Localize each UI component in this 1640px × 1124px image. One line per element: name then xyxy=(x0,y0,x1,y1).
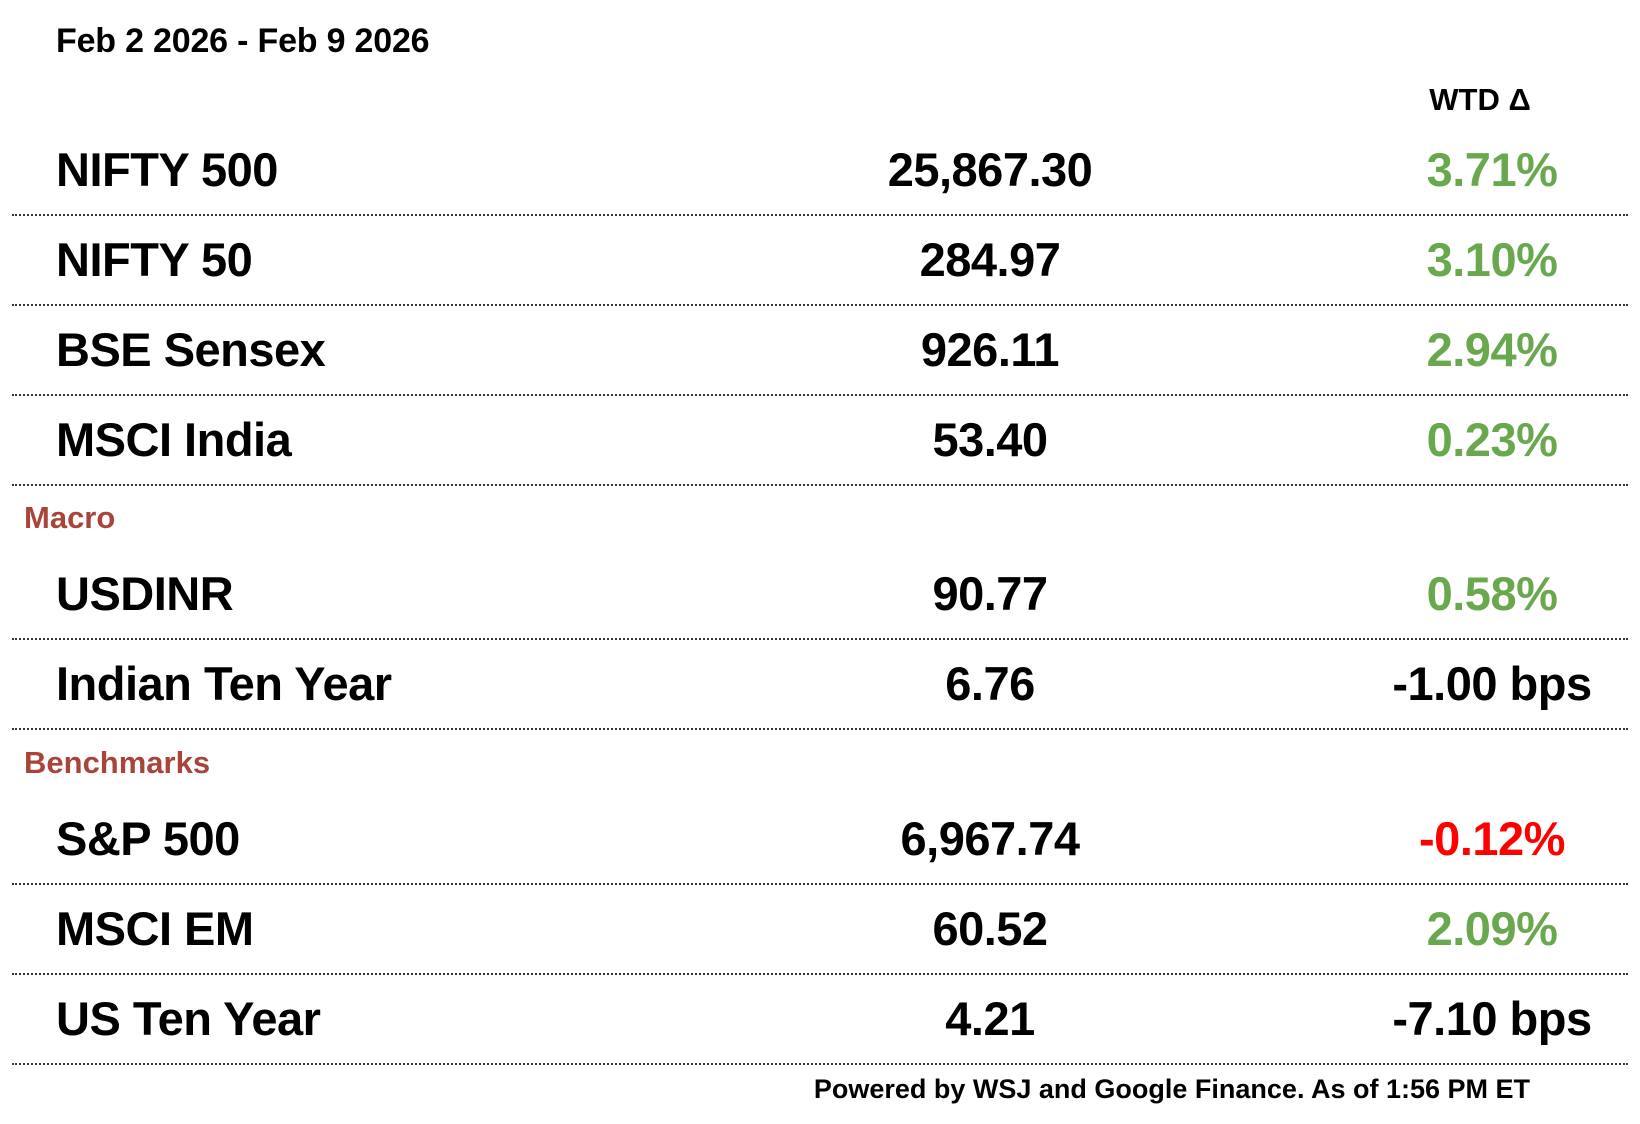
row-change: -0.12% xyxy=(1419,812,1565,865)
date-range-title: Feb 2 2026 - Feb 9 2026 xyxy=(56,22,430,60)
row-change: 3.71% xyxy=(1426,143,1558,196)
row-value: 4.21 xyxy=(945,992,1035,1045)
source-footer: Powered by WSJ and Google Finance. As of 1:56 PM ET xyxy=(813,1074,1530,1104)
row-change: 0.23% xyxy=(1426,413,1558,466)
row-value: 90.77 xyxy=(932,567,1048,620)
row-change: 3.10% xyxy=(1426,233,1558,286)
row-change: -1.00 bps xyxy=(1392,657,1592,710)
row-change: 2.09% xyxy=(1426,902,1558,955)
section-label-macro: Macro xyxy=(24,500,116,535)
table-row xyxy=(12,126,1628,216)
table-row xyxy=(12,885,1628,975)
table-row xyxy=(12,640,1628,730)
row-value: 60.52 xyxy=(932,902,1048,955)
row-name: MSCI India xyxy=(56,413,292,466)
table-row xyxy=(12,795,1628,885)
row-name: S&P 500 xyxy=(56,812,240,865)
table-row xyxy=(12,396,1628,486)
row-name: NIFTY 50 xyxy=(56,233,253,286)
row-name: NIFTY 500 xyxy=(56,143,278,196)
row-change: 2.94% xyxy=(1426,323,1558,376)
row-value: 926.11 xyxy=(920,323,1060,376)
row-value: 6,967.74 xyxy=(900,812,1080,865)
table-row xyxy=(12,216,1628,306)
wtd-change-column-header: WTD Δ xyxy=(1429,82,1531,117)
section-label-benchmarks: Benchmarks xyxy=(24,745,211,780)
table-row xyxy=(12,306,1628,396)
row-name: MSCI EM xyxy=(56,902,254,955)
row-change: -7.10 bps xyxy=(1392,992,1592,1045)
row-value: 284.97 xyxy=(919,233,1061,286)
row-change: 0.58% xyxy=(1426,567,1558,620)
table-row xyxy=(12,550,1628,640)
row-name: US Ten Year xyxy=(56,992,321,1045)
row-value: 6.76 xyxy=(945,657,1035,710)
row-value: 53.40 xyxy=(932,413,1048,466)
row-name: USDINR xyxy=(56,567,234,620)
table-row xyxy=(12,975,1628,1065)
row-name: Indian Ten Year xyxy=(56,657,392,710)
row-value: 25,867.30 xyxy=(887,143,1093,196)
row-name: BSE Sensex xyxy=(56,323,326,376)
